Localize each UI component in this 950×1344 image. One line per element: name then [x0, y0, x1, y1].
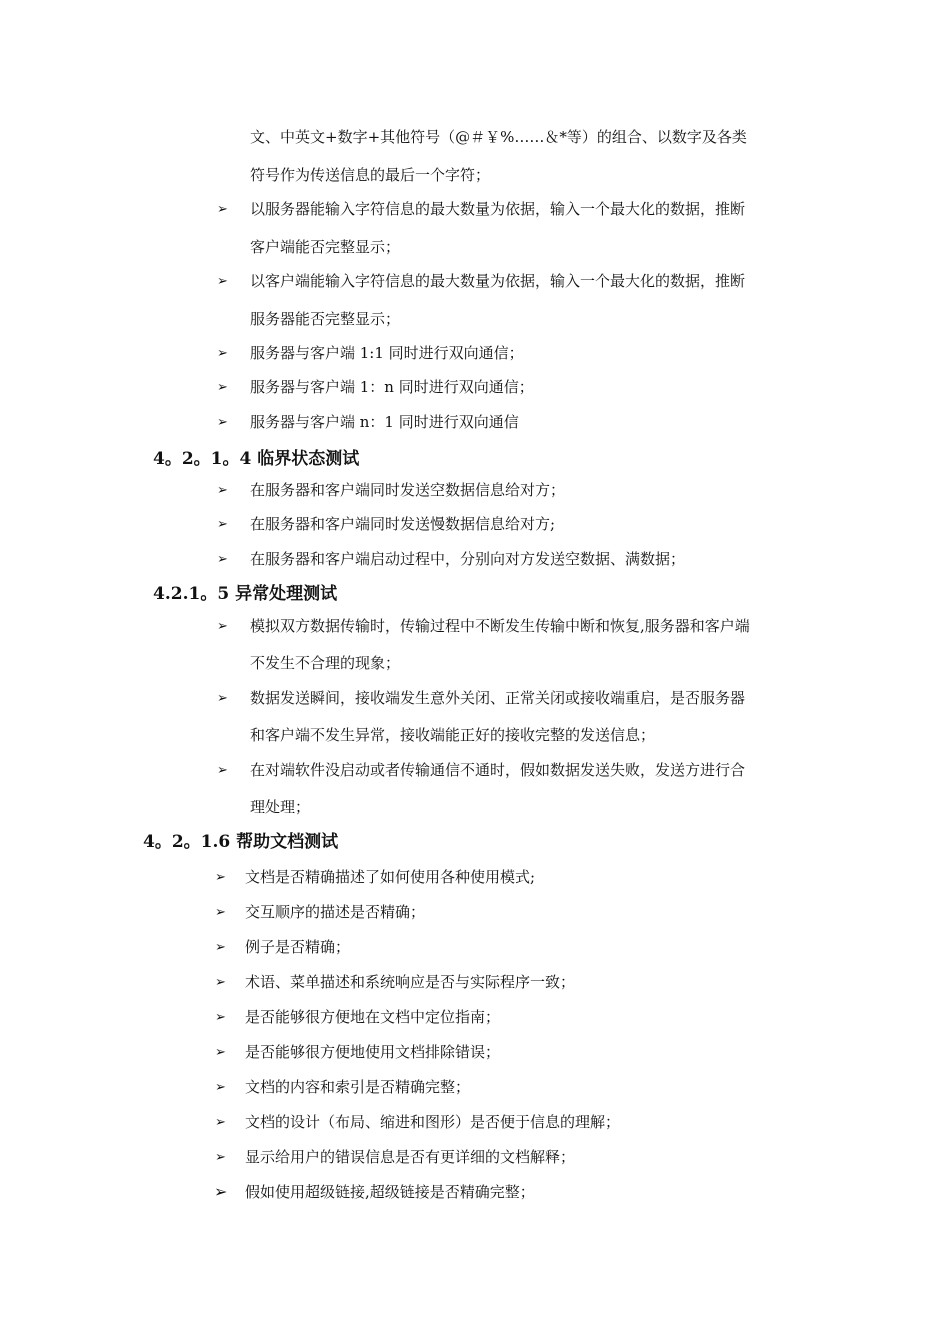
- list-item: 在服务器和客户端启动过程中，分别向对方发送空数据、满数据；: [250, 550, 686, 568]
- bullet-arrow-icon: ➢: [217, 691, 228, 706]
- bullet-arrow-icon: ➢: [215, 905, 226, 920]
- list-item: 是否能够很方便地在文档中定位指南；: [245, 1008, 501, 1026]
- list-item: 数据发送瞬间，接收端发生意外关闭、正常关闭或接收端重启，是否服务器: [250, 689, 746, 707]
- bullet-arrow-icon: ➢: [217, 483, 228, 498]
- bullet-arrow-icon: ➢: [215, 1080, 226, 1095]
- list-item-continuation: 服务器能否完整显示；: [250, 310, 401, 328]
- bullet-arrow-icon: ➢: [215, 1150, 226, 1165]
- list-item: 文档的内容和索引是否精确完整；: [245, 1078, 471, 1096]
- list-item-continuation: 理处理；: [250, 798, 311, 816]
- list-item-continuation: 和客户端不发生异常，接收端能正好的接收完整的发送信息；: [250, 726, 656, 744]
- bullet-arrow-icon: ➢: [217, 619, 228, 634]
- list-item: 在服务器和客户端同时发送空数据信息给对方；: [250, 481, 566, 499]
- list-item: 服务器与客户端 1:1 同时进行双向通信；: [250, 344, 524, 362]
- section-heading: 4。2。1.6 帮助文档测试: [143, 832, 339, 852]
- list-item: 术语、菜单描述和系统响应是否与实际程序一致；: [245, 973, 576, 991]
- paragraph-continuation: 符号作为传送信息的最后一个字符；: [250, 166, 491, 184]
- list-item: 服务器与客户端 1：n 同时进行双向通信；: [250, 378, 534, 396]
- list-item: 在服务器和客户端同时发送慢数据信息给对方;: [250, 515, 556, 533]
- bullet-arrow-icon: ➢: [217, 202, 228, 217]
- bullet-arrow-icon: ➢: [215, 1010, 226, 1025]
- list-item: 文档的设计（布局、缩进和图形）是否便于信息的理解；: [245, 1113, 621, 1131]
- bullet-arrow-icon: ➢: [215, 1115, 226, 1130]
- list-item: 在对端软件没启动或者传输通信不通时，假如数据发送失败，发送方进行合: [250, 761, 746, 779]
- bullet-arrow-icon: ➢: [217, 763, 228, 778]
- bullet-arrow-icon: ➢: [217, 517, 228, 532]
- list-item: 模拟双方数据传输时，传输过程中不断发生传输中断和恢复,服务器和客户端: [250, 617, 750, 635]
- bullet-arrow-icon: ➢: [217, 380, 228, 395]
- bullet-arrow-icon: ➢: [215, 975, 226, 990]
- list-item: 服务器与客户端 n：1 同时进行双向通信: [250, 413, 519, 431]
- list-item-continuation: 客户端能否完整显示；: [250, 238, 401, 256]
- bullet-arrow-icon: ➢: [217, 346, 228, 361]
- paragraph-continuation: 文、中英文+数字+其他符号（@＃￥%……＆*等）的组合、以数字及各类: [250, 128, 747, 146]
- list-item: 以服务器能输入字符信息的最大数量为依据，输入一个最大化的数据，推断: [250, 200, 746, 218]
- bullet-arrow-icon: ➢: [217, 274, 228, 289]
- list-item: 文档是否精确描述了如何使用各种使用模式;: [245, 868, 536, 886]
- bullet-arrow-icon: ➢: [215, 870, 226, 885]
- bullet-arrow-icon: ➢: [217, 415, 228, 430]
- bullet-arrow-icon: ➢: [215, 1045, 226, 1060]
- list-item: 以客户端能输入字符信息的最大数量为依据，输入一个最大化的数据，推断: [250, 272, 746, 290]
- bullet-arrow-icon: ➢: [214, 1182, 228, 1201]
- bullet-arrow-icon: ➢: [215, 940, 226, 955]
- list-item: 例子是否精确；: [245, 938, 351, 956]
- section-heading: 4.2.1。5 异常处理测试: [153, 584, 338, 604]
- bullet-arrow-icon: ➢: [217, 552, 228, 567]
- list-item: 假如使用超级链接,超级链接是否精确完整；: [245, 1183, 535, 1201]
- list-item: 交互顺序的描述是否精确；: [245, 903, 426, 921]
- section-heading: 4。2。1。4 临界状态测试: [153, 449, 360, 469]
- list-item-continuation: 不发生不合理的现象；: [250, 654, 401, 672]
- list-item: 显示给用户的错误信息是否有更详细的文档解释；: [245, 1148, 576, 1166]
- list-item: 是否能够很方便地使用文档排除错误；: [245, 1043, 501, 1061]
